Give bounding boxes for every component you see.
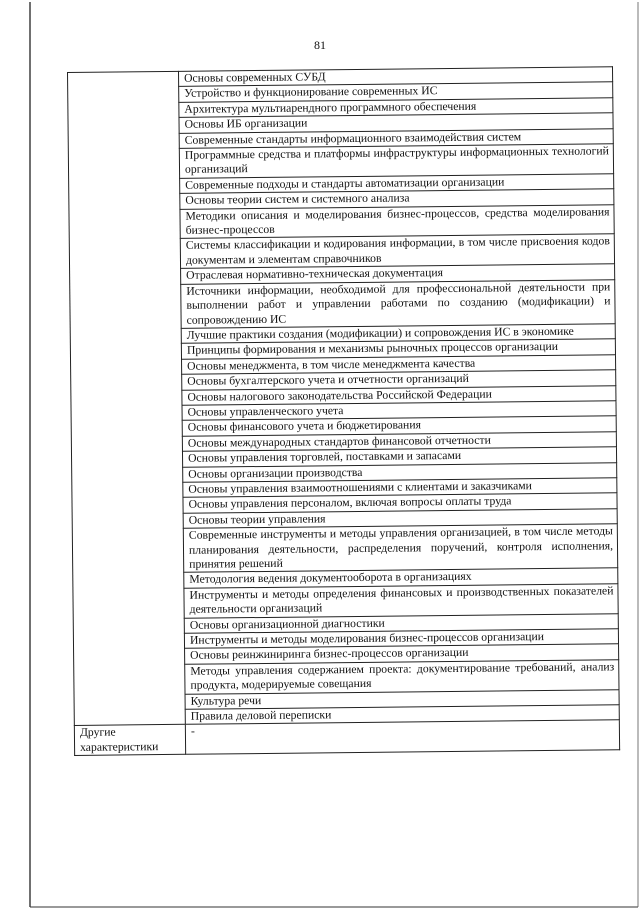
knowledge-table-body — [68, 67, 620, 756]
knowledge-item-text: Культура речи — [190, 693, 262, 708]
knowledge-item-text: Основы управления взаимоотношениями с клиентами и заказчиками — [188, 479, 532, 496]
knowledge-item-text: Методы управления содержанием проекта: документирование требований, анализ продукта, модерируемые совещания — [190, 660, 615, 692]
knowledge-item-text: Программные средства и платформы инфраструктуры информационных технологий организаций — [184, 144, 609, 177]
knowledge-item-text: Основы менеджмента, в том числе менеджмента качества — [187, 356, 476, 373]
knowledge-item-text: Основы управленческого учета — [187, 404, 344, 419]
knowledge-item-text: Современные стандарты информационного взаимодействия систем — [184, 129, 522, 147]
knowledge-item-text: Устройство и функционирование современных ИС — [184, 84, 438, 101]
knowledge-item-text: Основы реинжиниринга бизнес-процессов организации — [190, 646, 469, 663]
other-characteristics-value: - — [185, 720, 619, 754]
knowledge-item-text: Принципы формирования и механизмы рыночных процессов организации — [186, 340, 559, 358]
knowledge-item-text: Основы финансового учета и бюджетирования — [187, 418, 421, 435]
knowledge-item — [184, 584, 618, 618]
knowledge-item-text: Системы классификации и кодирования информации, в том числе присвоения кодов документам и элементам справочников — [185, 234, 610, 267]
knowledge-item-text: Современные инструменты и методы управления организацией, в том числе методы планирования деятельности, распределения поручений, контроля исполнения, принятия решений — [188, 524, 614, 571]
knowledge-item — [180, 234, 614, 268]
page-number: 81 — [314, 38, 326, 52]
knowledge-item — [181, 279, 615, 328]
knowledge-item-text: Методология ведения документооборота в организациях — [189, 570, 472, 587]
knowledge-item-text: Основы ИБ организации — [184, 116, 308, 131]
knowledge-item — [179, 144, 613, 178]
knowledge-item-text: Основы теории управления — [188, 512, 326, 527]
knowledge-item-text: Архитектура мультиарендного программного обеспечения — [184, 99, 477, 116]
knowledge-item-text: Методики описания и моделирования бизнес-процессов, средства моделирования бизнес-процессов — [185, 204, 610, 237]
knowledge-item-text: Основы организации производства — [188, 465, 363, 481]
knowledge-item-text: Правила деловой переписки — [190, 708, 332, 723]
knowledge-table — [67, 66, 620, 756]
knowledge-item-text: Инструменты и методы моделирования бизнес-процессов организации — [189, 630, 545, 647]
knowledge-item-text: Современные подходы и стандарты автоматизации организации — [185, 175, 505, 192]
knowledge-item-text: Основы современных СУБД — [184, 70, 326, 85]
knowledge-item — [183, 524, 617, 573]
knowledge-item-text: Основы организационной диагностики — [189, 616, 385, 632]
knowledge-item-text: Основы теории систем и системного анализа — [185, 191, 410, 208]
knowledge-item-text: Инструменты и методы определения финансовых и производственных показателей деятельности организаций — [189, 584, 614, 616]
knowledge-item-text: Отраслевая нормативно-техническая документация — [186, 266, 443, 283]
knowledge-item-text: Основы налогового законодательства Российской Федерации — [187, 387, 492, 404]
knowledge-item-text: Лучшие практики создания (модификации) и сопровождения ИС в экономике — [186, 324, 574, 342]
knowledge-item — [180, 204, 614, 238]
knowledge-item-text: Основы бухгалтерского учета и отчетности организаций — [187, 371, 469, 388]
other-characteristics-row — [74, 720, 619, 756]
knowledge-item-text: Источники информации, необходимой для профессиональной деятельности при выполнении работ и управлении работами по созданию (модификации) и сопровождению ИС — [186, 280, 611, 327]
knowledge-item-text: Основы управления персоналом, включая вопросы оплаты труда — [188, 494, 512, 512]
knowledge-item — [185, 660, 619, 694]
knowledge-label-cell — [68, 71, 186, 726]
other-characteristics-label: Другие характеристики — [74, 725, 185, 756]
knowledge-item-text: Основы управления торговлей, поставками и запасами — [187, 449, 462, 465]
knowledge-item-text: Основы международных стандартов финансовой отчетности — [187, 433, 491, 450]
